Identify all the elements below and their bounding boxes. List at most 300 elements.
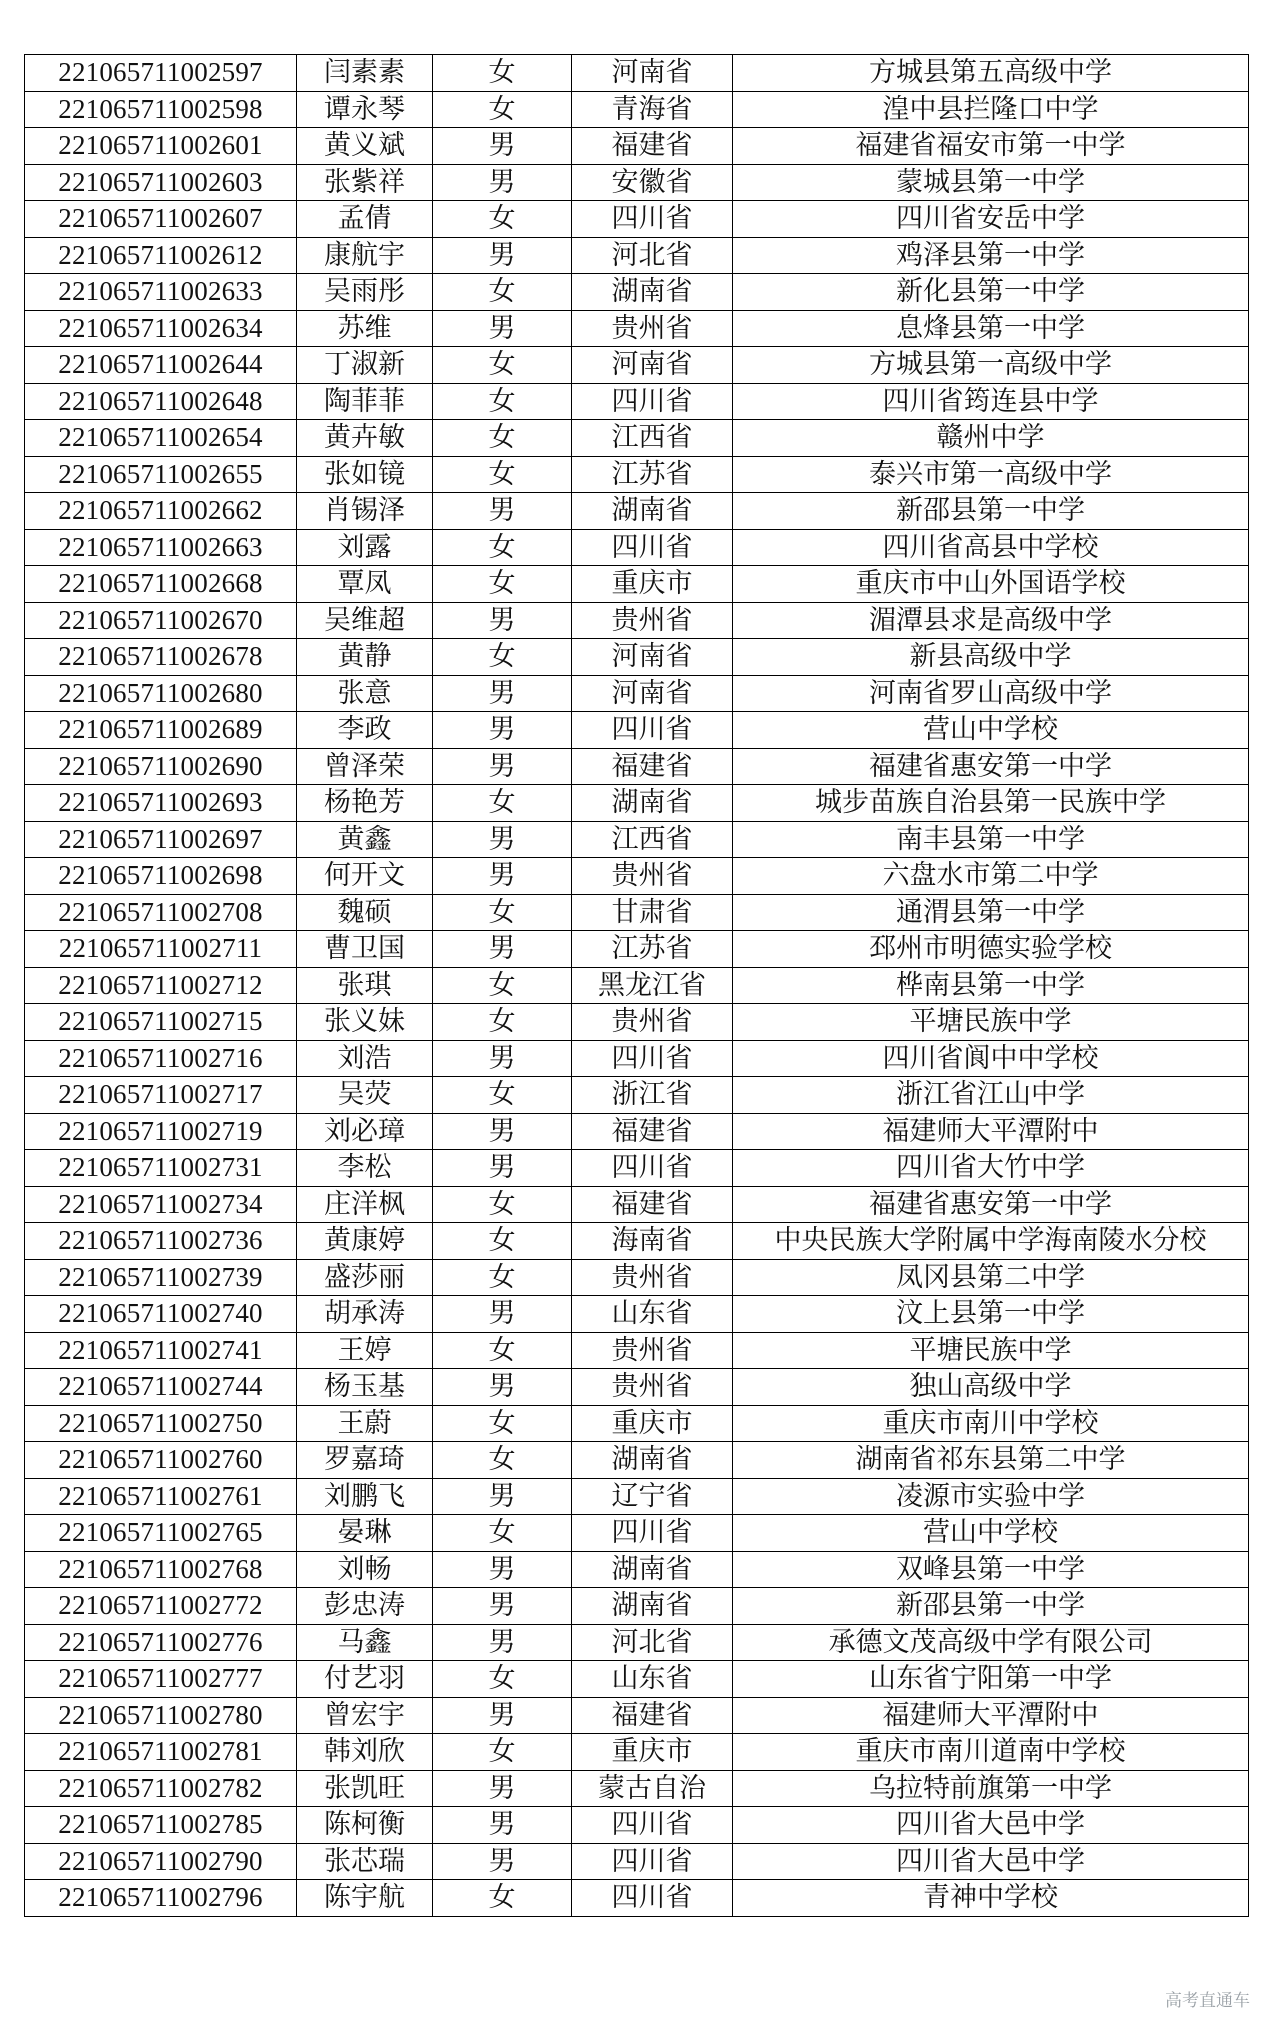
table-row bbox=[25, 821, 1249, 858]
candidate-id-cell: 221065711002634 bbox=[25, 310, 297, 347]
school-cell: 中央民族大学附属中学海南陵水分校 bbox=[733, 1223, 1249, 1260]
gender-cell: 男 bbox=[433, 1369, 572, 1406]
province-cell: 贵州省 bbox=[572, 1369, 733, 1406]
school-cell: 邳州市明德实验学校 bbox=[733, 931, 1249, 968]
admission-roster-table bbox=[24, 54, 1249, 1917]
candidate-id-cell: 221065711002633 bbox=[25, 274, 297, 311]
candidate-id-cell: 221065711002740 bbox=[25, 1296, 297, 1333]
school-cell: 鸡泽县第一中学 bbox=[733, 237, 1249, 274]
candidate-id-cell: 221065711002716 bbox=[25, 1040, 297, 1077]
province-cell: 四川省 bbox=[572, 1515, 733, 1552]
candidate-id-cell: 221065711002711 bbox=[25, 931, 297, 968]
school-cell: 平塘民族中学 bbox=[733, 1332, 1249, 1369]
school-cell: 息烽县第一中学 bbox=[733, 310, 1249, 347]
school-cell: 南丰县第一中学 bbox=[733, 821, 1249, 858]
school-cell: 新邵县第一中学 bbox=[733, 493, 1249, 530]
candidate-id-cell: 221065711002612 bbox=[25, 237, 297, 274]
name-cell: 马鑫 bbox=[297, 1624, 433, 1661]
province-cell: 山东省 bbox=[572, 1661, 733, 1698]
school-cell: 湖南省祁东县第二中学 bbox=[733, 1442, 1249, 1479]
province-cell: 湖南省 bbox=[572, 1551, 733, 1588]
table-row bbox=[25, 1843, 1249, 1880]
province-cell: 四川省 bbox=[572, 201, 733, 238]
school-cell: 方城县第五高级中学 bbox=[733, 55, 1249, 92]
province-cell: 蒙古自治 bbox=[572, 1770, 733, 1807]
candidate-id-cell: 221065711002734 bbox=[25, 1186, 297, 1223]
gender-cell: 男 bbox=[433, 237, 572, 274]
gender-cell: 男 bbox=[433, 1150, 572, 1187]
name-cell: 刘鹏飞 bbox=[297, 1478, 433, 1515]
gender-cell: 女 bbox=[433, 1442, 572, 1479]
table-row bbox=[25, 420, 1249, 457]
province-cell: 河北省 bbox=[572, 1624, 733, 1661]
candidate-id-cell: 221065711002663 bbox=[25, 529, 297, 566]
gender-cell: 女 bbox=[433, 91, 572, 128]
table-row bbox=[25, 566, 1249, 603]
name-cell: 张意 bbox=[297, 675, 433, 712]
gender-cell: 女 bbox=[433, 566, 572, 603]
gender-cell: 女 bbox=[433, 1515, 572, 1552]
school-cell: 城步苗族自治县第一民族中学 bbox=[733, 785, 1249, 822]
table-row bbox=[25, 1551, 1249, 1588]
province-cell: 四川省 bbox=[572, 1843, 733, 1880]
gender-cell: 女 bbox=[433, 456, 572, 493]
candidate-id-cell: 221065711002712 bbox=[25, 967, 297, 1004]
candidate-id-cell: 221065711002719 bbox=[25, 1113, 297, 1150]
province-cell: 四川省 bbox=[572, 1807, 733, 1844]
school-cell: 湄潭县求是高级中学 bbox=[733, 602, 1249, 639]
table-row bbox=[25, 1369, 1249, 1406]
table-row bbox=[25, 164, 1249, 201]
gender-cell: 男 bbox=[433, 164, 572, 201]
candidate-id-cell: 221065711002697 bbox=[25, 821, 297, 858]
province-cell: 四川省 bbox=[572, 1880, 733, 1917]
province-cell: 贵州省 bbox=[572, 1259, 733, 1296]
table-row bbox=[25, 1296, 1249, 1333]
candidate-id-cell: 221065711002760 bbox=[25, 1442, 297, 1479]
school-cell: 福建省惠安第一中学 bbox=[733, 1186, 1249, 1223]
gender-cell: 男 bbox=[433, 1040, 572, 1077]
candidate-id-cell: 221065711002782 bbox=[25, 1770, 297, 1807]
name-cell: 胡承涛 bbox=[297, 1296, 433, 1333]
school-cell: 浙江省江山中学 bbox=[733, 1077, 1249, 1114]
gender-cell: 女 bbox=[433, 274, 572, 311]
province-cell: 江苏省 bbox=[572, 931, 733, 968]
name-cell: 张义妹 bbox=[297, 1004, 433, 1041]
table-row bbox=[25, 858, 1249, 895]
school-cell: 重庆市中山外国语学校 bbox=[733, 566, 1249, 603]
candidate-id-cell: 221065711002790 bbox=[25, 1843, 297, 1880]
gender-cell: 女 bbox=[433, 894, 572, 931]
school-cell: 青神中学校 bbox=[733, 1880, 1249, 1917]
school-cell: 重庆市南川中学校 bbox=[733, 1405, 1249, 1442]
province-cell: 贵州省 bbox=[572, 1332, 733, 1369]
province-cell: 四川省 bbox=[572, 712, 733, 749]
table-row bbox=[25, 347, 1249, 384]
candidate-id-cell: 221065711002662 bbox=[25, 493, 297, 530]
table-row bbox=[25, 1807, 1249, 1844]
gender-cell: 男 bbox=[433, 1770, 572, 1807]
table-row bbox=[25, 931, 1249, 968]
name-cell: 盛莎丽 bbox=[297, 1259, 433, 1296]
province-cell: 辽宁省 bbox=[572, 1478, 733, 1515]
name-cell: 韩刘欣 bbox=[297, 1734, 433, 1771]
province-cell: 湖南省 bbox=[572, 1442, 733, 1479]
table-row bbox=[25, 1186, 1249, 1223]
name-cell: 吴荧 bbox=[297, 1077, 433, 1114]
name-cell: 康航宇 bbox=[297, 237, 433, 274]
gender-cell: 男 bbox=[433, 748, 572, 785]
school-cell: 桦南县第一中学 bbox=[733, 967, 1249, 1004]
table-row bbox=[25, 493, 1249, 530]
gender-cell: 女 bbox=[433, 1332, 572, 1369]
province-cell: 四川省 bbox=[572, 1040, 733, 1077]
province-cell: 安徽省 bbox=[572, 164, 733, 201]
province-cell: 海南省 bbox=[572, 1223, 733, 1260]
candidate-id-cell: 221065711002678 bbox=[25, 639, 297, 676]
candidate-id-cell: 221065711002781 bbox=[25, 1734, 297, 1771]
gender-cell: 男 bbox=[433, 712, 572, 749]
school-cell: 四川省阆中中学校 bbox=[733, 1040, 1249, 1077]
name-cell: 陶菲菲 bbox=[297, 383, 433, 420]
gender-cell: 女 bbox=[433, 201, 572, 238]
candidate-id-cell: 221065711002655 bbox=[25, 456, 297, 493]
province-cell: 重庆市 bbox=[572, 566, 733, 603]
roster-body bbox=[25, 55, 1249, 1917]
table-row bbox=[25, 1004, 1249, 1041]
province-cell: 重庆市 bbox=[572, 1405, 733, 1442]
name-cell: 张如镜 bbox=[297, 456, 433, 493]
candidate-id-cell: 221065711002698 bbox=[25, 858, 297, 895]
candidate-id-cell: 221065711002776 bbox=[25, 1624, 297, 1661]
candidate-id-cell: 221065711002670 bbox=[25, 602, 297, 639]
gender-cell: 女 bbox=[433, 1661, 572, 1698]
school-cell: 四川省安岳中学 bbox=[733, 201, 1249, 238]
province-cell: 江西省 bbox=[572, 420, 733, 457]
school-cell: 山东省宁阳第一中学 bbox=[733, 1661, 1249, 1698]
candidate-id-cell: 221065711002607 bbox=[25, 201, 297, 238]
table-row bbox=[25, 1442, 1249, 1479]
table-row bbox=[25, 1077, 1249, 1114]
name-cell: 张琪 bbox=[297, 967, 433, 1004]
table-row bbox=[25, 1697, 1249, 1734]
gender-cell: 男 bbox=[433, 1296, 572, 1333]
province-cell: 山东省 bbox=[572, 1296, 733, 1333]
name-cell: 王婷 bbox=[297, 1332, 433, 1369]
name-cell: 黄义斌 bbox=[297, 128, 433, 165]
gender-cell: 男 bbox=[433, 1588, 572, 1625]
name-cell: 李松 bbox=[297, 1150, 433, 1187]
table-row bbox=[25, 55, 1249, 92]
table-row bbox=[25, 529, 1249, 566]
school-cell: 蒙城县第一中学 bbox=[733, 164, 1249, 201]
candidate-id-cell: 221065711002693 bbox=[25, 785, 297, 822]
school-cell: 福建师大平潭附中 bbox=[733, 1113, 1249, 1150]
school-cell: 福建省福安市第一中学 bbox=[733, 128, 1249, 165]
school-cell: 四川省大竹中学 bbox=[733, 1150, 1249, 1187]
table-row bbox=[25, 1734, 1249, 1771]
name-cell: 魏硕 bbox=[297, 894, 433, 931]
name-cell: 王蔚 bbox=[297, 1405, 433, 1442]
school-cell: 凤冈县第二中学 bbox=[733, 1259, 1249, 1296]
candidate-id-cell: 221065711002768 bbox=[25, 1551, 297, 1588]
name-cell: 李政 bbox=[297, 712, 433, 749]
candidate-id-cell: 221065711002597 bbox=[25, 55, 297, 92]
table-row bbox=[25, 1040, 1249, 1077]
candidate-id-cell: 221065711002689 bbox=[25, 712, 297, 749]
province-cell: 福建省 bbox=[572, 748, 733, 785]
school-cell: 湟中县拦隆口中学 bbox=[733, 91, 1249, 128]
school-cell: 福建省惠安第一中学 bbox=[733, 748, 1249, 785]
name-cell: 覃凤 bbox=[297, 566, 433, 603]
table-row bbox=[25, 675, 1249, 712]
school-cell: 乌拉特前旗第一中学 bbox=[733, 1770, 1249, 1807]
name-cell: 庄洋枫 bbox=[297, 1186, 433, 1223]
province-cell: 青海省 bbox=[572, 91, 733, 128]
candidate-id-cell: 221065711002654 bbox=[25, 420, 297, 457]
gender-cell: 男 bbox=[433, 1697, 572, 1734]
name-cell: 谭永琴 bbox=[297, 91, 433, 128]
table-row bbox=[25, 310, 1249, 347]
province-cell: 河南省 bbox=[572, 639, 733, 676]
province-cell: 黑龙江省 bbox=[572, 967, 733, 1004]
gender-cell: 男 bbox=[433, 1807, 572, 1844]
table-row bbox=[25, 1478, 1249, 1515]
name-cell: 刘露 bbox=[297, 529, 433, 566]
gender-cell: 男 bbox=[433, 931, 572, 968]
candidate-id-cell: 221065711002739 bbox=[25, 1259, 297, 1296]
province-cell: 福建省 bbox=[572, 1186, 733, 1223]
province-cell: 四川省 bbox=[572, 383, 733, 420]
gender-cell: 男 bbox=[433, 1843, 572, 1880]
name-cell: 张凯旺 bbox=[297, 1770, 433, 1807]
name-cell: 罗嘉琦 bbox=[297, 1442, 433, 1479]
school-cell: 河南省罗山高级中学 bbox=[733, 675, 1249, 712]
table-row bbox=[25, 894, 1249, 931]
name-cell: 黄鑫 bbox=[297, 821, 433, 858]
province-cell: 湖南省 bbox=[572, 274, 733, 311]
table-row bbox=[25, 602, 1249, 639]
gender-cell: 女 bbox=[433, 1077, 572, 1114]
school-cell: 重庆市南川道南中学校 bbox=[733, 1734, 1249, 1771]
candidate-id-cell: 221065711002765 bbox=[25, 1515, 297, 1552]
candidate-id-cell: 221065711002741 bbox=[25, 1332, 297, 1369]
gender-cell: 男 bbox=[433, 1551, 572, 1588]
candidate-id-cell: 221065711002648 bbox=[25, 383, 297, 420]
table-row bbox=[25, 201, 1249, 238]
table-row bbox=[25, 91, 1249, 128]
school-cell: 四川省大邑中学 bbox=[733, 1807, 1249, 1844]
name-cell: 晏琳 bbox=[297, 1515, 433, 1552]
province-cell: 湖南省 bbox=[572, 1588, 733, 1625]
school-cell: 双峰县第一中学 bbox=[733, 1551, 1249, 1588]
table-row bbox=[25, 383, 1249, 420]
school-cell: 方城县第一高级中学 bbox=[733, 347, 1249, 384]
candidate-id-cell: 221065711002644 bbox=[25, 347, 297, 384]
table-row bbox=[25, 1515, 1249, 1552]
candidate-id-cell: 221065711002777 bbox=[25, 1661, 297, 1698]
gender-cell: 女 bbox=[433, 420, 572, 457]
name-cell: 孟倩 bbox=[297, 201, 433, 238]
gender-cell: 男 bbox=[433, 1113, 572, 1150]
school-cell: 赣州中学 bbox=[733, 420, 1249, 457]
table-row bbox=[25, 1880, 1249, 1917]
gender-cell: 男 bbox=[433, 310, 572, 347]
table-row bbox=[25, 128, 1249, 165]
name-cell: 吴维超 bbox=[297, 602, 433, 639]
school-cell: 泰兴市第一高级中学 bbox=[733, 456, 1249, 493]
province-cell: 河南省 bbox=[572, 347, 733, 384]
name-cell: 肖锡泽 bbox=[297, 493, 433, 530]
name-cell: 陈宇航 bbox=[297, 1880, 433, 1917]
table-row bbox=[25, 785, 1249, 822]
name-cell: 曾宏宇 bbox=[297, 1697, 433, 1734]
table-row bbox=[25, 274, 1249, 311]
candidate-id-cell: 221065711002731 bbox=[25, 1150, 297, 1187]
table-row bbox=[25, 1770, 1249, 1807]
name-cell: 张紫祥 bbox=[297, 164, 433, 201]
province-cell: 四川省 bbox=[572, 529, 733, 566]
candidate-id-cell: 221065711002601 bbox=[25, 128, 297, 165]
name-cell: 付艺羽 bbox=[297, 1661, 433, 1698]
gender-cell: 女 bbox=[433, 1223, 572, 1260]
name-cell: 黄静 bbox=[297, 639, 433, 676]
table-row bbox=[25, 1588, 1249, 1625]
candidate-id-cell: 221065711002668 bbox=[25, 566, 297, 603]
table-row bbox=[25, 456, 1249, 493]
candidate-id-cell: 221065711002598 bbox=[25, 91, 297, 128]
name-cell: 闫素素 bbox=[297, 55, 433, 92]
gender-cell: 男 bbox=[433, 821, 572, 858]
province-cell: 河南省 bbox=[572, 675, 733, 712]
name-cell: 张芯瑞 bbox=[297, 1843, 433, 1880]
table-row bbox=[25, 1624, 1249, 1661]
name-cell: 黄康婷 bbox=[297, 1223, 433, 1260]
name-cell: 吴雨彤 bbox=[297, 274, 433, 311]
table-row bbox=[25, 639, 1249, 676]
gender-cell: 女 bbox=[433, 1405, 572, 1442]
name-cell: 丁淑新 bbox=[297, 347, 433, 384]
province-cell: 贵州省 bbox=[572, 310, 733, 347]
name-cell: 刘必璋 bbox=[297, 1113, 433, 1150]
table-row bbox=[25, 237, 1249, 274]
gender-cell: 女 bbox=[433, 639, 572, 676]
school-cell: 新县高级中学 bbox=[733, 639, 1249, 676]
school-cell: 平塘民族中学 bbox=[733, 1004, 1249, 1041]
gender-cell: 男 bbox=[433, 858, 572, 895]
school-cell: 六盘水市第二中学 bbox=[733, 858, 1249, 895]
table-row bbox=[25, 1223, 1249, 1260]
gender-cell: 女 bbox=[433, 1259, 572, 1296]
gender-cell: 男 bbox=[433, 128, 572, 165]
table-row bbox=[25, 1259, 1249, 1296]
province-cell: 湖南省 bbox=[572, 785, 733, 822]
name-cell: 曾泽荣 bbox=[297, 748, 433, 785]
province-cell: 福建省 bbox=[572, 1113, 733, 1150]
name-cell: 刘浩 bbox=[297, 1040, 433, 1077]
table-row bbox=[25, 1405, 1249, 1442]
candidate-id-cell: 221065711002715 bbox=[25, 1004, 297, 1041]
gender-cell: 女 bbox=[433, 55, 572, 92]
school-cell: 凌源市实验中学 bbox=[733, 1478, 1249, 1515]
gender-cell: 男 bbox=[433, 675, 572, 712]
name-cell: 杨艳芳 bbox=[297, 785, 433, 822]
candidate-id-cell: 221065711002603 bbox=[25, 164, 297, 201]
candidate-id-cell: 221065711002750 bbox=[25, 1405, 297, 1442]
province-cell: 四川省 bbox=[572, 1150, 733, 1187]
gender-cell: 女 bbox=[433, 529, 572, 566]
candidate-id-cell: 221065711002736 bbox=[25, 1223, 297, 1260]
province-cell: 河北省 bbox=[572, 237, 733, 274]
name-cell: 曹卫国 bbox=[297, 931, 433, 968]
table-row bbox=[25, 748, 1249, 785]
watermark-text: 高考直通车 bbox=[1165, 1991, 1250, 2011]
candidate-id-cell: 221065711002796 bbox=[25, 1880, 297, 1917]
gender-cell: 女 bbox=[433, 1004, 572, 1041]
school-cell: 营山中学校 bbox=[733, 1515, 1249, 1552]
school-cell: 独山高级中学 bbox=[733, 1369, 1249, 1406]
school-cell: 承德文茂高级中学有限公司 bbox=[733, 1624, 1249, 1661]
school-cell: 新邵县第一中学 bbox=[733, 1588, 1249, 1625]
candidate-id-cell: 221065711002772 bbox=[25, 1588, 297, 1625]
school-cell: 汶上县第一中学 bbox=[733, 1296, 1249, 1333]
gender-cell: 男 bbox=[433, 1624, 572, 1661]
table-row bbox=[25, 1150, 1249, 1187]
province-cell: 贵州省 bbox=[572, 602, 733, 639]
province-cell: 江苏省 bbox=[572, 456, 733, 493]
candidate-id-cell: 221065711002680 bbox=[25, 675, 297, 712]
gender-cell: 女 bbox=[433, 383, 572, 420]
table-row bbox=[25, 1113, 1249, 1150]
school-cell: 四川省筠连县中学 bbox=[733, 383, 1249, 420]
province-cell: 贵州省 bbox=[572, 1004, 733, 1041]
candidate-id-cell: 221065711002780 bbox=[25, 1697, 297, 1734]
province-cell: 浙江省 bbox=[572, 1077, 733, 1114]
name-cell: 黄卉敏 bbox=[297, 420, 433, 457]
candidate-id-cell: 221065711002717 bbox=[25, 1077, 297, 1114]
table-row bbox=[25, 1661, 1249, 1698]
school-cell: 四川省高县中学校 bbox=[733, 529, 1249, 566]
gender-cell: 女 bbox=[433, 967, 572, 1004]
school-cell: 四川省大邑中学 bbox=[733, 1843, 1249, 1880]
name-cell: 何开文 bbox=[297, 858, 433, 895]
gender-cell: 男 bbox=[433, 1478, 572, 1515]
school-cell: 通渭县第一中学 bbox=[733, 894, 1249, 931]
gender-cell: 女 bbox=[433, 785, 572, 822]
table-row bbox=[25, 967, 1249, 1004]
name-cell: 陈柯衡 bbox=[297, 1807, 433, 1844]
name-cell: 苏维 bbox=[297, 310, 433, 347]
school-cell: 新化县第一中学 bbox=[733, 274, 1249, 311]
name-cell: 刘畅 bbox=[297, 1551, 433, 1588]
school-cell: 营山中学校 bbox=[733, 712, 1249, 749]
gender-cell: 男 bbox=[433, 493, 572, 530]
table-row bbox=[25, 1332, 1249, 1369]
name-cell: 彭忠涛 bbox=[297, 1588, 433, 1625]
province-cell: 江西省 bbox=[572, 821, 733, 858]
province-cell: 重庆市 bbox=[572, 1734, 733, 1771]
province-cell: 甘肃省 bbox=[572, 894, 733, 931]
gender-cell: 女 bbox=[433, 347, 572, 384]
candidate-id-cell: 221065711002708 bbox=[25, 894, 297, 931]
school-cell: 福建师大平潭附中 bbox=[733, 1697, 1249, 1734]
candidate-id-cell: 221065711002785 bbox=[25, 1807, 297, 1844]
gender-cell: 男 bbox=[433, 602, 572, 639]
province-cell: 贵州省 bbox=[572, 858, 733, 895]
table-row bbox=[25, 712, 1249, 749]
province-cell: 福建省 bbox=[572, 128, 733, 165]
province-cell: 河南省 bbox=[572, 55, 733, 92]
